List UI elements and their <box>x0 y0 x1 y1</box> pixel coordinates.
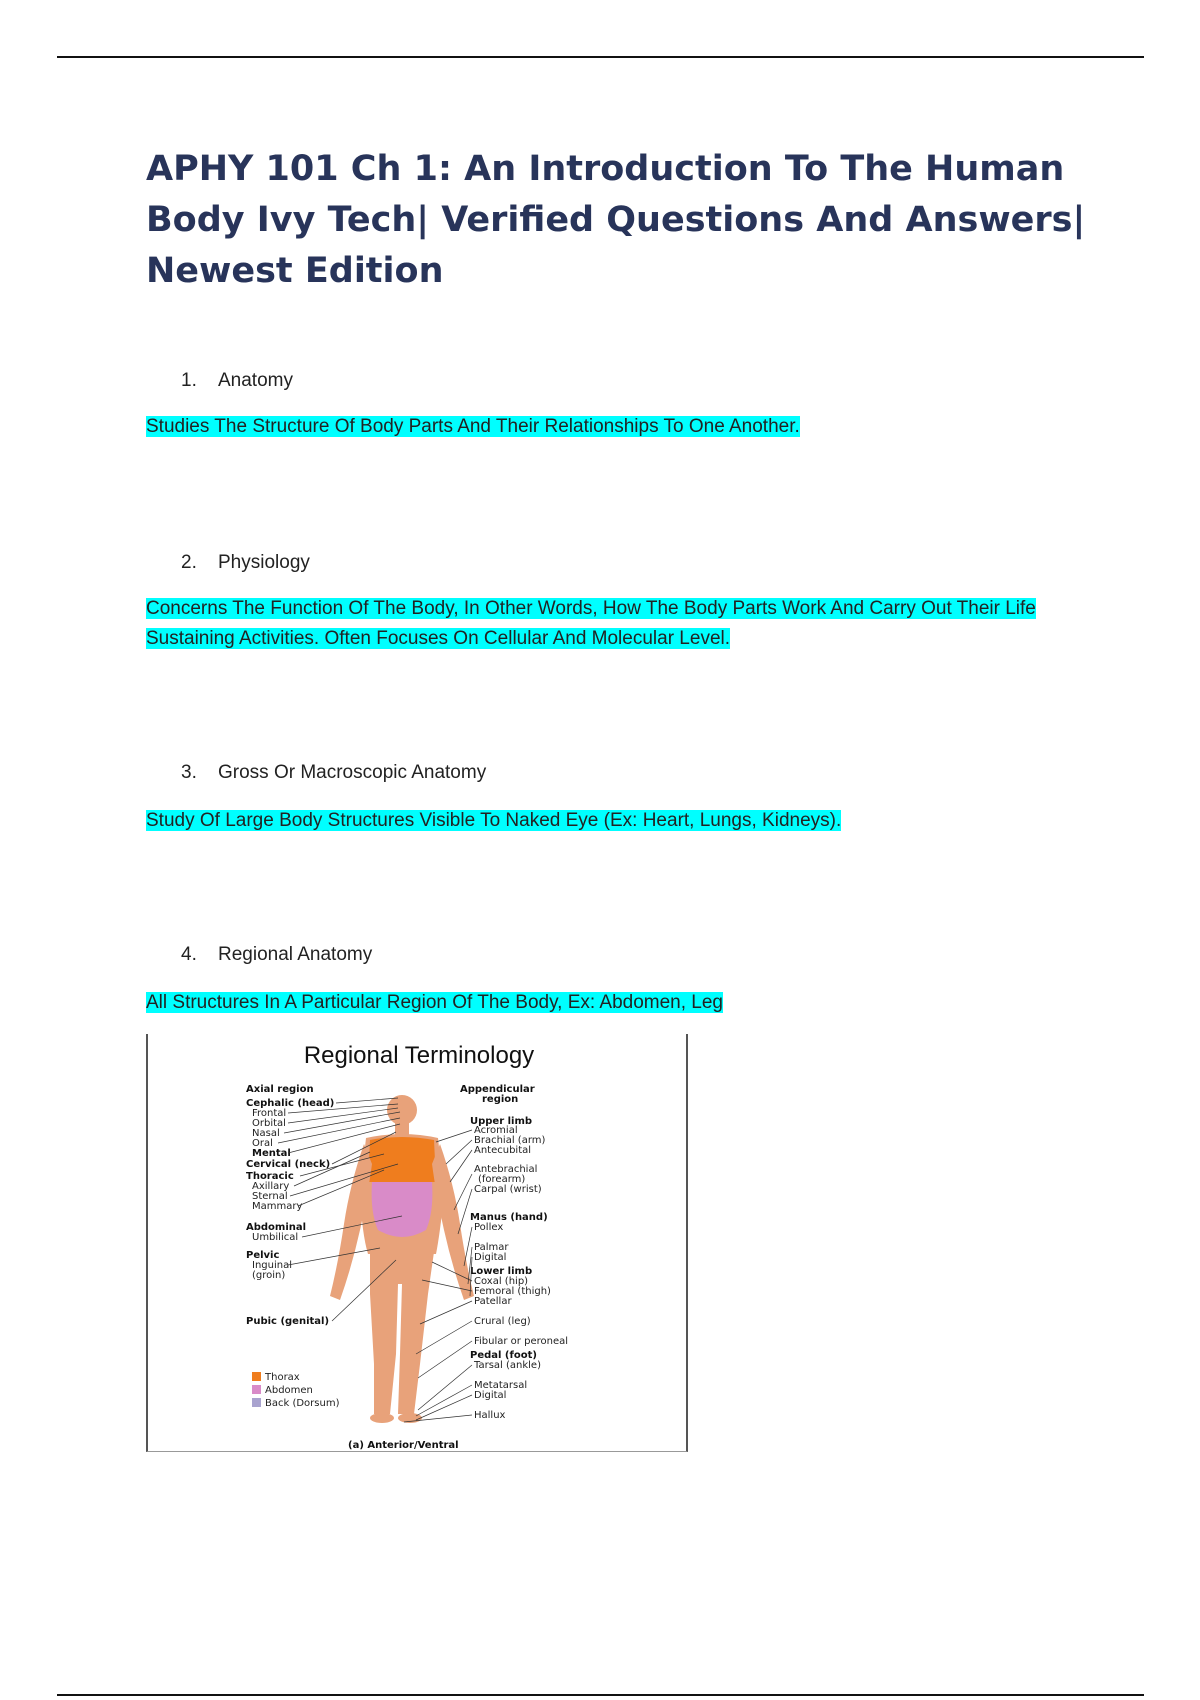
label-manus: Manus (hand) <box>470 1212 548 1223</box>
legs-shape <box>370 1252 434 1414</box>
label-nasal: Nasal <box>252 1128 280 1139</box>
label-appendicular-region: region <box>482 1094 519 1105</box>
legend-thorax: Thorax <box>265 1372 300 1383</box>
label-cephalic: Cephalic (head) <box>246 1098 335 1109</box>
label-abdominal: Abdominal <box>246 1222 307 1233</box>
answer-text: All Structures In A Particular Region Of The Body, Ex: Abdomen, Leg <box>146 992 723 1013</box>
bottom-rule <box>57 1694 1144 1696</box>
label-sternal: Sternal <box>252 1191 288 1202</box>
question-term: Gross Or Macroscopic Anatomy <box>218 762 487 783</box>
label-orbital: Orbital <box>252 1118 286 1129</box>
figure-caption: (a) Anterior/Ventral <box>348 1440 459 1451</box>
label-pollex: Pollex <box>474 1222 504 1233</box>
label-coxal: Coxal (hip) <box>474 1276 529 1287</box>
legend-swatch-thorax <box>252 1372 261 1381</box>
answer-3 <box>146 806 1096 836</box>
question-2 <box>181 552 310 574</box>
label-frontal: Frontal <box>252 1108 287 1119</box>
question-3 <box>181 762 486 784</box>
legend-swatch-abdomen <box>252 1385 261 1394</box>
label-antebrachial: Antebrachial <box>474 1164 538 1175</box>
label-upper-limb: Upper limb <box>470 1116 533 1127</box>
label-digital: Digital <box>474 1252 507 1263</box>
label-tarsal: Tarsal (ankle) <box>474 1360 541 1371</box>
label-crural: Crural (leg) <box>474 1316 531 1327</box>
label-acromial: Acromial <box>474 1125 518 1136</box>
regional-terminology-figure <box>146 1034 688 1452</box>
label-antecubital: Antecubital <box>474 1145 532 1156</box>
body-diagram <box>148 1034 686 1451</box>
label-axial-region: Axial region <box>246 1084 314 1095</box>
label-inguinal: Inguinal <box>252 1260 292 1271</box>
label-carpal: Carpal (wrist) <box>474 1184 542 1195</box>
label-appendicular: Appendicular <box>460 1084 535 1095</box>
answer-1 <box>146 412 1096 442</box>
figure-legend <box>252 1372 340 1409</box>
answer-text: Study Of Large Body Structures Visible To Naked Eye (Ex: Heart, Lungs, Kidneys). <box>146 810 842 831</box>
abdomen-region <box>372 1182 433 1237</box>
figure-title: Regional Terminology <box>303 1042 535 1069</box>
label-thoracic: Thoracic <box>246 1171 294 1182</box>
question-term: Physiology <box>218 552 310 573</box>
top-rule <box>57 56 1144 58</box>
answer-text: Studies The Structure Of Body Parts And Their Relationships To One Another. <box>146 416 800 437</box>
label-patellar: Patellar <box>474 1296 512 1307</box>
thorax-region <box>368 1137 436 1182</box>
head-shape <box>387 1095 417 1125</box>
question-term: Regional Anatomy <box>218 944 373 965</box>
label-pelvic: Pelvic <box>246 1250 280 1261</box>
label-pedal: Pedal (foot) <box>470 1350 537 1361</box>
answer-4 <box>146 988 1096 1018</box>
label-oral: Oral <box>252 1138 273 1149</box>
label-groin: (groin) <box>252 1270 286 1281</box>
label-digital-foot: Digital <box>474 1390 507 1401</box>
label-femoral: Femoral (thigh) <box>474 1286 551 1297</box>
question-term: Anatomy <box>218 370 293 391</box>
label-hallux: Hallux <box>474 1410 506 1421</box>
label-mammary: Mammary <box>252 1201 303 1212</box>
label-lower-limb: Lower limb <box>470 1266 533 1277</box>
legend-back: Back (Dorsum) <box>265 1398 340 1409</box>
answer-2 <box>146 594 1096 654</box>
human-body-illustration <box>330 1095 474 1423</box>
legend-abdomen: Abdomen <box>265 1385 313 1396</box>
label-fibular: Fibular or peroneal <box>474 1336 568 1347</box>
label-cervical: Cervical (neck) <box>246 1159 331 1170</box>
question-4 <box>181 944 372 966</box>
label-brachial: Brachial (arm) <box>474 1135 546 1146</box>
label-mental: Mental <box>252 1148 291 1159</box>
label-forearm: (forearm) <box>478 1174 526 1185</box>
question-number: 2. <box>181 552 197 573</box>
label-palmar: Palmar <box>474 1242 509 1253</box>
label-pubic: Pubic (genital) <box>246 1316 330 1327</box>
label-axillary: Axillary <box>252 1181 290 1192</box>
label-umbilical: Umbilical <box>252 1232 299 1243</box>
legend-swatch-back <box>252 1398 261 1407</box>
label-metatarsal: Metatarsal <box>474 1380 528 1391</box>
question-number: 1. <box>181 370 197 391</box>
answer-text-line-2: Sustaining Activities. Often Focuses On Cellular And Molecular Level. <box>146 628 731 649</box>
right-foot <box>370 1413 394 1423</box>
question-1 <box>181 370 293 392</box>
question-number: 4. <box>181 944 197 965</box>
page-title: APHY 101 Ch 1: An Introduction To The Human Body Ivy Tech| Verified Questions And Answers| Newest Edition <box>146 149 1086 291</box>
question-number: 3. <box>181 762 197 783</box>
answer-text-line-1: Concerns The Function Of The Body, In Other Words, How The Body Parts Work And Carry Out Their Life <box>146 598 1036 619</box>
